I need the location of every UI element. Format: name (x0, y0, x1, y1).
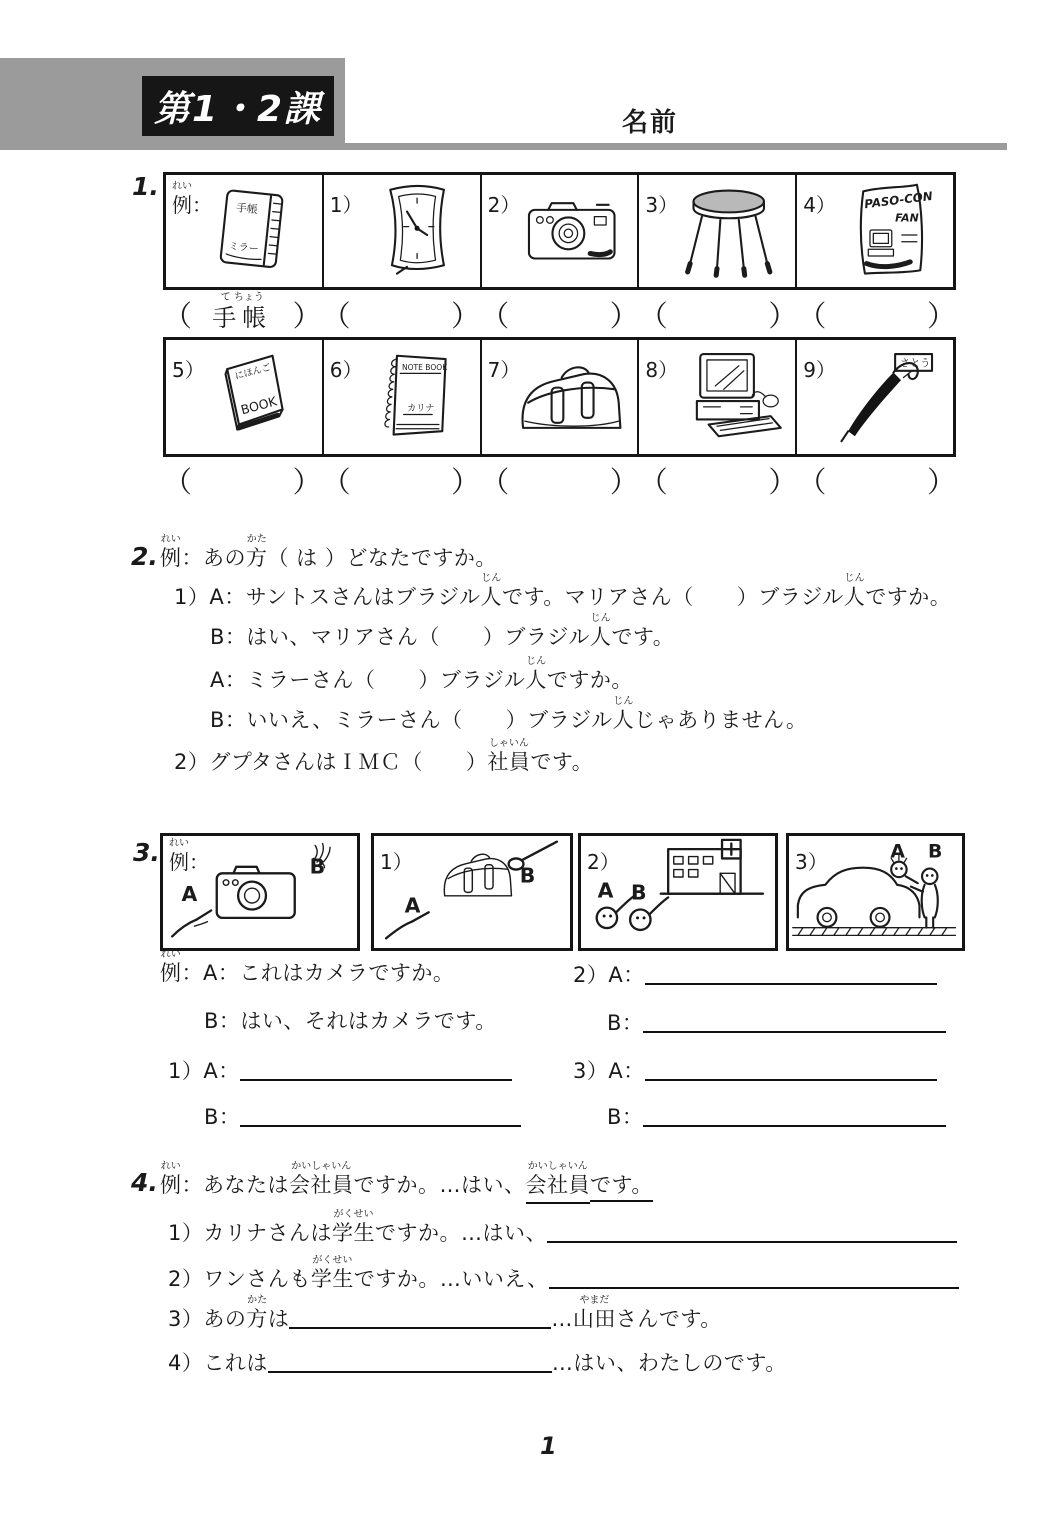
svg-text:B: B (928, 841, 943, 863)
answer-slot: （ ） (797, 465, 956, 500)
computer-illustration (665, 342, 791, 450)
s3-item1-lineA (168, 1056, 512, 1085)
svg-text:ミラー: ミラー (228, 241, 260, 256)
answer-slot: （ ） (480, 299, 639, 334)
desk-clock-illustration (350, 177, 476, 283)
close-paren: ） (292, 299, 322, 334)
answer-slot: （ ） (797, 299, 956, 334)
s4-item4-line (168, 1348, 787, 1377)
svg-text:さとう: さとう (900, 358, 931, 370)
line-text: B： (607, 1105, 644, 1129)
item-label: 1） (380, 850, 413, 874)
item-cell-6 (322, 340, 480, 454)
svg-text:にほんご: にほんご (233, 361, 273, 383)
s3-item1-lineB (204, 1102, 521, 1131)
item-label: 例 れい ： (169, 838, 209, 874)
s4-example-line: 例 れい ：あなたは会社員 かいしゃいん ですか。…はい、会社員 かいしゃいん です。 (160, 1172, 653, 1204)
section1-number: 1. (132, 172, 159, 201)
open-paren: （ (163, 299, 193, 334)
answer-slot: （ ） (163, 465, 322, 500)
line-text: …はい、わたしのです。 (551, 1351, 787, 1375)
line-text: 2）A： (573, 963, 645, 987)
item-label: 6） (329, 358, 363, 382)
svg-text:手帳: 手帳 (235, 201, 259, 217)
item-label: 4） (803, 193, 836, 217)
svg-text:A: A (181, 882, 198, 907)
section4-number: 4. (131, 1168, 158, 1197)
s2-example-line: 例 れい ：あの方 かた （ は ）どなたですか。 (160, 534, 497, 570)
s3-picture-2 (578, 833, 778, 951)
stool-illustration (665, 177, 791, 283)
line-text: 2）ワンさんも学生 がくせい ですか。…いいえ、 (168, 1255, 549, 1291)
answer-slot: （ ） (321, 465, 481, 500)
name-underline (345, 143, 1007, 150)
answer-value: 手帳 て ちょう (212, 292, 273, 333)
item-cell-example (166, 175, 322, 287)
answer-blank (645, 963, 937, 985)
item-label: 1） (329, 193, 363, 217)
s3-picture-3 (786, 833, 965, 951)
s2-item1-lineB2: B：いいえ、ミラーさん（ ）ブラジル人 じん じゃありません。 (210, 696, 808, 732)
section3-number: 3. (133, 838, 160, 867)
svg-text:B: B (631, 880, 647, 905)
svg-text:BOOK: BOOK (239, 393, 279, 418)
s3-item3-lineA (573, 1056, 937, 1085)
item-label: 3） (795, 850, 828, 874)
magazine-illustration (823, 177, 949, 283)
bag-illustration (508, 342, 634, 450)
answer-blank (645, 1059, 937, 1081)
s3-item2-lineA (573, 960, 937, 989)
item-label: 9） (803, 358, 836, 382)
lesson-badge (142, 76, 334, 136)
s3-example-lineB: B：はい、それはカメラです。 (204, 1009, 497, 1033)
answer-blank (289, 1307, 551, 1329)
name-label: 名前 (622, 108, 679, 138)
item-cell-4 (795, 175, 953, 287)
item-cell-2 (480, 175, 638, 287)
item-label: 2） (587, 850, 620, 874)
camera-illustration (508, 177, 634, 283)
s3-item2-lineB (607, 1008, 946, 1037)
line-text: B： (607, 1011, 644, 1035)
answer-blank (547, 1221, 957, 1243)
svg-text:A: A (597, 878, 614, 903)
answer-slot: （ ） (638, 299, 798, 334)
s3-item3-lineB (607, 1102, 946, 1131)
item-cell-1 (322, 175, 480, 287)
s2-item1-lineB1: B：はい、マリアさん（ ）ブラジル人 じん です。 (210, 613, 675, 649)
answer-blank (549, 1267, 959, 1289)
section1-answer-row2 (163, 459, 956, 499)
item-label: 8） (645, 358, 679, 382)
s4-item1-line (168, 1209, 957, 1247)
svg-text:NOTE BOOK: NOTE BOOK (401, 363, 447, 373)
line-text: B： (204, 1105, 241, 1129)
svg-text:A: A (404, 893, 421, 918)
s3-picture-1 (371, 833, 573, 951)
section1-answer-row1 (163, 293, 956, 333)
item-cell-3 (637, 175, 795, 287)
svg-text:FAN: FAN (895, 211, 919, 225)
section1-picture-row1 (163, 172, 956, 290)
textbook-illustration (192, 342, 318, 450)
svg-text:B: B (519, 863, 536, 888)
line-text: 3）A： (573, 1059, 645, 1083)
item-cell-7 (480, 340, 638, 454)
line-text: …山田 やまだ さんです。 (551, 1295, 722, 1331)
item-cell-5 (166, 340, 322, 454)
section2-number: 2. (131, 542, 158, 571)
page-number: 1 (540, 1432, 557, 1460)
svg-text:A: A (890, 841, 905, 863)
line-text: 3）あの方 かた は (168, 1295, 290, 1331)
item-label: 7） (487, 358, 521, 382)
item-cell-8 (637, 340, 795, 454)
answer-slot (163, 293, 322, 333)
answer-blank (268, 1351, 552, 1373)
answer-blank (240, 1105, 521, 1127)
s3-example-lineA: 例 れい ：A：これはカメラですか。 (160, 949, 455, 985)
item-label: 2） (487, 193, 521, 217)
s2-item2-line: 2）グプタさんはＩＭＣ（ ）社員 しゃいん です。 (174, 738, 594, 774)
s2-item1-lineA2: A：ミラーさん（ ）ブラジル人 じん ですか。 (210, 656, 633, 692)
answer-slot: （ ） (480, 465, 639, 500)
answer-slot: （ ） (638, 465, 798, 500)
answer-blank (643, 1011, 946, 1033)
item-label: 例 れい ： (172, 181, 212, 217)
line-text: 4）これは (168, 1351, 268, 1375)
line-text: 1）カリナさんは学生 がくせい ですか。…はい、 (168, 1209, 547, 1245)
svg-text:B: B (309, 854, 326, 879)
line-text: 1）A： (168, 1059, 240, 1083)
answer-blank (240, 1059, 512, 1081)
svg-text:PASO-CON: PASO-CON (863, 188, 934, 212)
s3-picture-example (160, 833, 360, 951)
item-label: 5） (172, 358, 205, 382)
s4-item2-line (168, 1255, 959, 1293)
s4-item3-line (168, 1295, 722, 1333)
spiral-notebook-illustration (350, 342, 476, 450)
lesson-badge-text: 第1・2課 (153, 88, 323, 130)
item-label: 3） (645, 193, 679, 217)
item-cell-9 (795, 340, 953, 454)
s2-item1-lineA1: 1）A：サントスさんはブラジル人 じん です。マリアさん（ ）ブラジル人 じん ですか。 (174, 573, 952, 609)
answer-slot: （ ） (321, 299, 481, 334)
section1-picture-row2 (163, 337, 956, 457)
answer-blank (643, 1105, 946, 1127)
svg-text:カリナ: カリナ (406, 403, 435, 415)
umbrella-illustration (823, 342, 949, 450)
